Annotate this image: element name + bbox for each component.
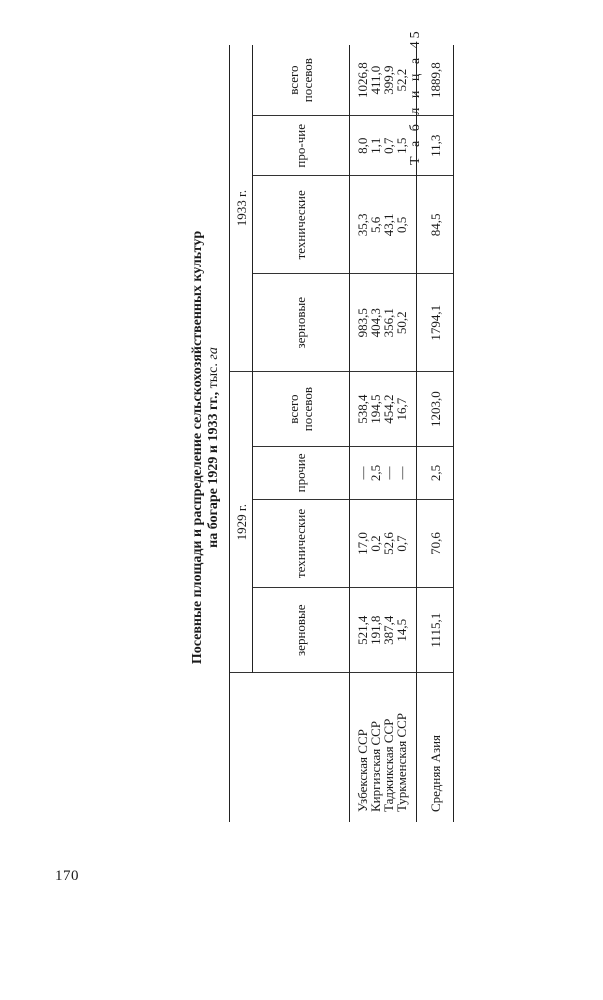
caption-unit: га — [206, 347, 221, 360]
table-caption — [190, 195, 222, 700]
cell-1929-total: 538,4 — [350, 372, 370, 447]
region-name: Киргизская ССР — [368, 720, 383, 812]
total-1933-other: 11,3 — [417, 116, 454, 176]
cell-1933-technical: 5,6 — [369, 176, 382, 274]
cell-1933-technical: 35,3 — [350, 176, 370, 274]
cell-1933-grain: 356,1 — [382, 274, 395, 372]
cell-1929-other: — — [395, 447, 417, 500]
total-1933-total: 1889,8 — [417, 45, 454, 116]
total-1933-technical: 84,5 — [417, 176, 454, 274]
table-label: Т а б л и ц а 45 — [408, 28, 423, 165]
cell-1933-other: 8,0 — [350, 116, 370, 176]
cell-1929-technical: 0,7 — [395, 499, 417, 587]
total-1933-grain: 1794,1 — [417, 274, 454, 372]
group-header-1933: 1933 г. — [230, 45, 253, 372]
subheader-1929-total: всего посевов — [253, 372, 350, 447]
region-name: Узбекская ССР — [355, 729, 370, 812]
cell-1929-grain: 191,8 — [369, 588, 382, 673]
total-1929-total: 1203,0 — [417, 372, 454, 447]
subheader-1933-technical: технические — [253, 176, 350, 274]
region-name: Таджикская ССР — [381, 718, 396, 812]
cell-1929-other: 2,5 — [369, 447, 382, 500]
caption-line-2-text: на богаре 1929 и 1933 гг., — [206, 391, 221, 548]
cell-1929-total: 194,5 — [369, 372, 382, 447]
cell-1929-other: — — [382, 447, 395, 500]
subheader-1933-other: про-чие — [253, 116, 350, 176]
subheader-1933-total: всего посевов — [253, 45, 350, 116]
cell-1929-technical: 52,6 — [382, 499, 395, 587]
cell-1933-technical: 43,1 — [382, 176, 395, 274]
cell-1929-total: 16,7 — [395, 372, 417, 447]
cell-1933-grain: 983,5 — [350, 274, 370, 372]
cell-1933-total: 399,9 — [382, 45, 395, 116]
cell-1929-grain: 387,4 — [382, 588, 395, 673]
cell-1929-technical: 17,0 — [350, 499, 370, 587]
table-row — [395, 45, 417, 822]
cell-1929-technical: 0,2 — [369, 499, 382, 587]
subheader-1929-technical: технические — [253, 499, 350, 587]
region-name: Туркменская ССР — [395, 673, 417, 822]
subheader-1933-grain: зерновые — [253, 274, 350, 372]
cell-1929-other: — — [350, 447, 370, 500]
data-table — [229, 45, 454, 822]
table-row — [350, 45, 370, 822]
subheader-1929-other: прочие — [253, 447, 350, 500]
subheader-1929-grain: зерновые — [253, 588, 350, 673]
caption-line-2 — [206, 195, 222, 700]
cell-1929-grain: 14,5 — [395, 588, 417, 673]
table-row — [369, 45, 382, 822]
table-row — [382, 45, 395, 822]
cell-1933-total: 411,0 — [369, 45, 382, 116]
cell-1933-total: 52,2 — [395, 45, 417, 116]
total-1929-technical: 70,6 — [417, 499, 454, 587]
cell-1933-other: 1,1 — [369, 116, 382, 176]
cell-1929-total: 454,2 — [382, 372, 395, 447]
group-header-1929: 1929 г. — [230, 372, 253, 673]
cell-1929-grain: 521,4 — [350, 588, 370, 673]
stub-header — [230, 673, 350, 822]
caption-unit-prefix: тыс. — [206, 363, 221, 389]
total-1929-other: 2,5 — [417, 447, 454, 500]
caption-line-1: Посевные площади и распределение сельскохозяйственных культур — [190, 230, 205, 665]
cell-1933-total: 1026,8 — [350, 45, 370, 116]
cell-1933-grain: 404,3 — [369, 274, 382, 372]
cell-1933-grain: 50,2 — [395, 274, 417, 372]
cell-1933-other: 0,7 — [382, 116, 395, 176]
total-1929-grain: 1115,1 — [417, 588, 454, 673]
total-row — [417, 45, 454, 822]
cell-1933-technical: 0,5 — [395, 176, 417, 274]
cell-1933-other: 1,5 — [395, 116, 417, 176]
total-region-name: Средняя Азия — [417, 673, 454, 822]
page-number: 170 — [55, 868, 79, 884]
